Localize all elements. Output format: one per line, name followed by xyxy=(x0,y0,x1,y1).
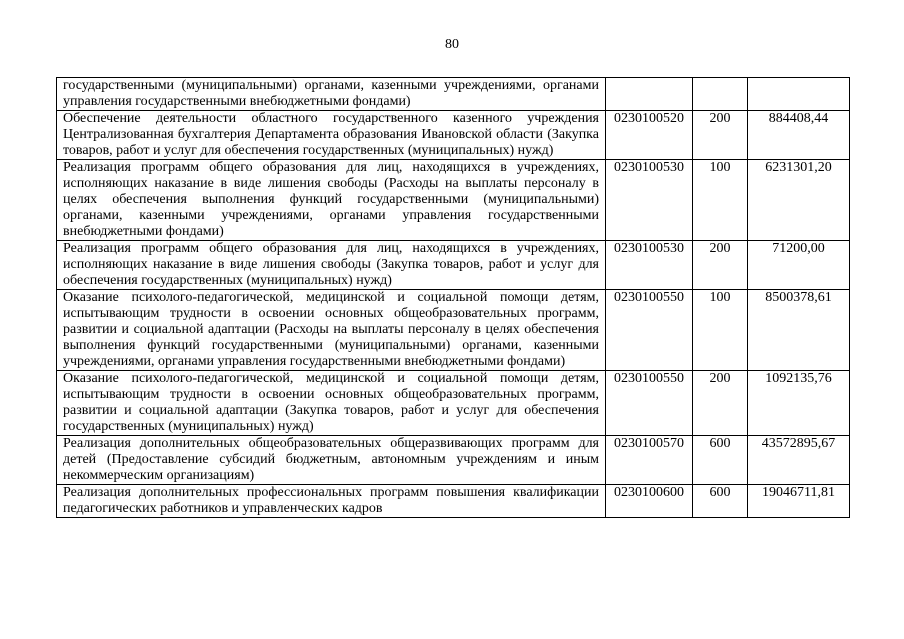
row-amount: 43572895,67 xyxy=(748,436,850,485)
table-row xyxy=(57,78,850,111)
row-target-code: 0230100570 xyxy=(606,436,693,485)
row-amount: 19046711,81 xyxy=(748,485,850,518)
row-expense-type: 600 xyxy=(693,485,748,518)
row-target-code: 0230100550 xyxy=(606,371,693,436)
page-number: 80 xyxy=(445,37,459,52)
row-target-code: 0230100530 xyxy=(606,241,693,290)
row-target-code: 0230100530 xyxy=(606,160,693,241)
row-expense-type: 100 xyxy=(693,290,748,371)
table-row xyxy=(57,371,850,436)
table-row xyxy=(57,290,850,371)
row-description: Реализация программ общего образования для лиц, находящихся в учреждениях, исполняющих наказание в виде лишения свободы (Закупка товаров, работ и услуг для обеспечения государственных (муниципальных) нужд) xyxy=(57,241,606,290)
row-amount: 1092135,76 xyxy=(748,371,850,436)
row-expense-type: 600 xyxy=(693,436,748,485)
table-row xyxy=(57,436,850,485)
row-description: Реализация программ общего образования для лиц, находящихся в учреждениях, исполняющих наказание в виде лишения свободы (Расходы на выплаты персоналу в целях обеспечения выполнения функций государственными (муниципальными) органами, казенными учреждениями, органами управления государственными внебюджетными фондами) xyxy=(57,160,606,241)
row-description: государственными (муниципальными) органами, казенными учреждениями, органами управления государственными внебюджетными фондами) xyxy=(57,78,606,111)
row-target-code: 0230100550 xyxy=(606,290,693,371)
row-expense-type xyxy=(693,78,748,111)
row-amount: 6231301,20 xyxy=(748,160,850,241)
row-amount: 8500378,61 xyxy=(748,290,850,371)
table-row xyxy=(57,160,850,241)
table-row xyxy=(57,241,850,290)
row-target-code xyxy=(606,78,693,111)
row-amount xyxy=(748,78,850,111)
row-target-code: 0230100600 xyxy=(606,485,693,518)
row-description: Обеспечение деятельности областного государственного казенного учреждения Централизованная бухгалтерия Департамента образования Ивановской области (Закупка товаров, работ и услуг для обеспечения государственных (муниципальных) нужд) xyxy=(57,111,606,160)
table-row xyxy=(57,111,850,160)
row-expense-type: 100 xyxy=(693,160,748,241)
budget-table xyxy=(56,77,850,518)
row-expense-type: 200 xyxy=(693,111,748,160)
row-description: Оказание психолого-педагогической, медицинской и социальной помощи детям, испытывающим трудности в освоении основных общеобразовательных программ, развитии и социальной адаптации (Закупка товаров, работ и услуг для обеспечения государственных (муниципальных) нужд) xyxy=(57,371,606,436)
row-description: Реализация дополнительных профессиональных программ повышения квалификации педагогических работников и управленческих кадров xyxy=(57,485,606,518)
row-amount: 71200,00 xyxy=(748,241,850,290)
row-expense-type: 200 xyxy=(693,371,748,436)
row-target-code: 0230100520 xyxy=(606,111,693,160)
row-expense-type: 200 xyxy=(693,241,748,290)
row-amount: 884408,44 xyxy=(748,111,850,160)
table-row xyxy=(57,485,850,518)
row-description: Оказание психолого-педагогической, медицинской и социальной помощи детям, испытывающим трудности в освоении основных общеобразовательных программ, развитии и социальной адаптации (Расходы на выплаты персоналу в целях обеспечения выполнения функций государственными (муниципальными) органами, казенными учреждениями, органами управления государственными внебюджетными фондами) xyxy=(57,290,606,371)
row-description: Реализация дополнительных общеобразовательных общеразвивающих программ для детей (Предоставление субсидий бюджетным, автономным учреждениям и иным некоммерческим организациям) xyxy=(57,436,606,485)
